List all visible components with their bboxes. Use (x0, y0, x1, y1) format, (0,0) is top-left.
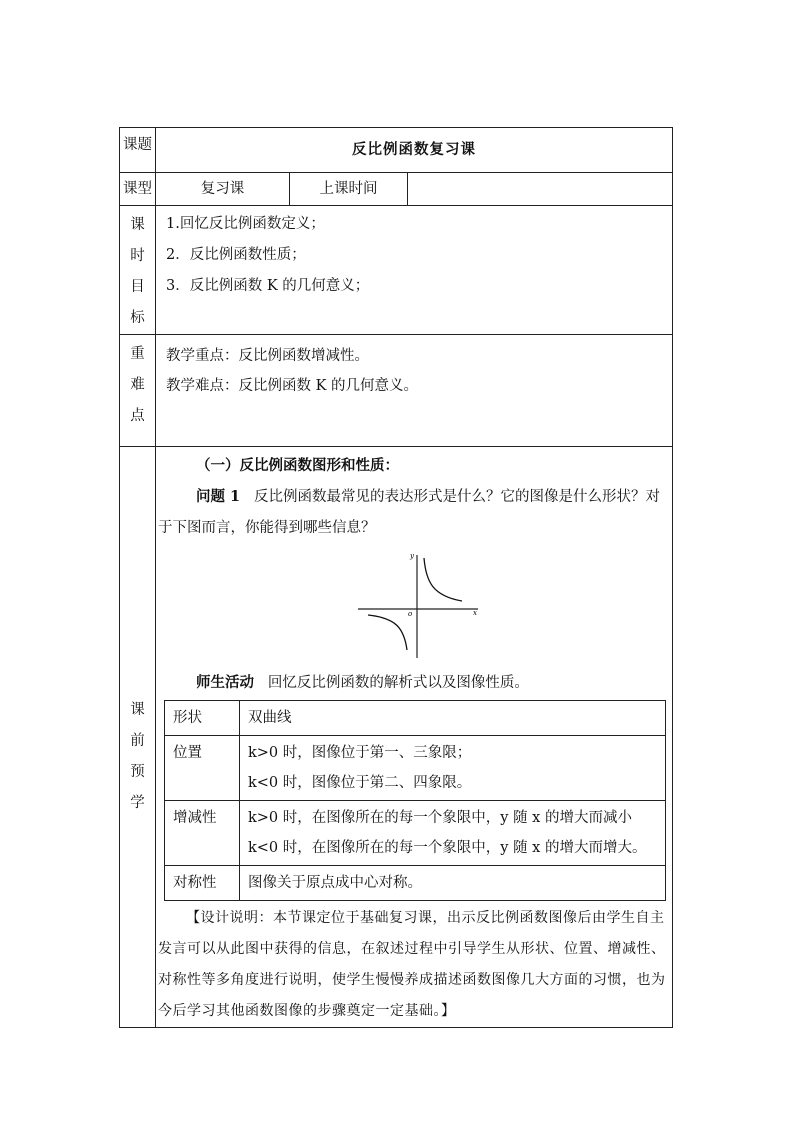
property-value: 双曲线 (240, 701, 666, 736)
topic-label: 课题 (120, 128, 156, 173)
property-name: 增减性 (165, 801, 240, 866)
property-value: 图像关于原点成中心对称。 (240, 866, 666, 901)
question-1 (158, 481, 670, 544)
question-label: 问题 1 (196, 488, 241, 505)
property-value: k>0 时，图像位于第一、三象限； k<0 时，图像位于第二、四象限。 (240, 736, 666, 801)
properties-table (164, 700, 666, 901)
page-title: 反比例函数复习课 (156, 128, 673, 173)
hyperbola-branch-3 (368, 615, 407, 650)
keys-label: 重 难 点 (120, 335, 156, 447)
origin-label: o (408, 610, 413, 618)
table-row (165, 701, 666, 736)
x-axis-label: x (473, 609, 477, 617)
activity (158, 668, 670, 698)
section-heading: （一）反比例函数图形和性质： (196, 457, 399, 474)
property-name: 对称性 (165, 866, 240, 901)
table-row (165, 736, 666, 801)
lesson-plan-sheet (119, 127, 672, 1028)
property-name: 位置 (165, 736, 240, 801)
goal-item: 2．反比例函数性质； (166, 247, 306, 263)
preview-content (156, 447, 673, 1028)
preview-label: 课 前 预 学 (120, 447, 156, 1028)
goals-content (156, 206, 673, 335)
activity-text: 回忆反比例函数的解析式以及图像性质。 (267, 675, 529, 691)
type-label: 课型 (120, 173, 156, 206)
hyperbola-graph (358, 550, 488, 662)
lesson-plan-table (119, 127, 673, 1028)
type-value: 复习课 (156, 173, 290, 206)
key-item: 教学重点：反比例函数增减性。 (166, 348, 369, 364)
hyperbola-branch-1 (424, 558, 462, 601)
key-item: 教学难点：反比例函数 K 的几何意义。 (166, 378, 419, 394)
question-text: 反比例函数最常见的表达形式是什么？它的图像是什么形状？对于下图而言，你能得到哪些信息？ (158, 489, 660, 536)
time-label: 上课时间 (290, 173, 408, 206)
design-note: 【设计说明：本节课定位于基础复习课，出示反比例函数图像后由学生自主发言可以从此图中获得的信息，在叙述过程中引导学生从形状、位置、增减性、对称性等多角度进行说明，使学生慢慢养成描述函数图像几大方面的习惯，也为今后学习其他函数图像的步骤奠定一定基础。】 (158, 910, 666, 1019)
activity-label: 师生活动 (196, 674, 254, 691)
goal-item: 1.回忆反比例函数定义； (166, 216, 325, 232)
goal-item: 3．反比例函数 K 的几何意义； (166, 278, 370, 294)
table-row (165, 801, 666, 866)
y-axis-label: y (410, 552, 414, 560)
goals-label: 课 时 目 标 (120, 206, 156, 335)
keys-content (156, 335, 673, 447)
table-row (165, 866, 666, 901)
property-name: 形状 (165, 701, 240, 736)
property-value: k>0 时，在图像所在的每一个象限中，y 随 x 的增大而减小 k<0 时，在图像所在的每一个象限中，y 随 x 的增大而增大。 (240, 801, 666, 866)
time-value (408, 173, 673, 206)
